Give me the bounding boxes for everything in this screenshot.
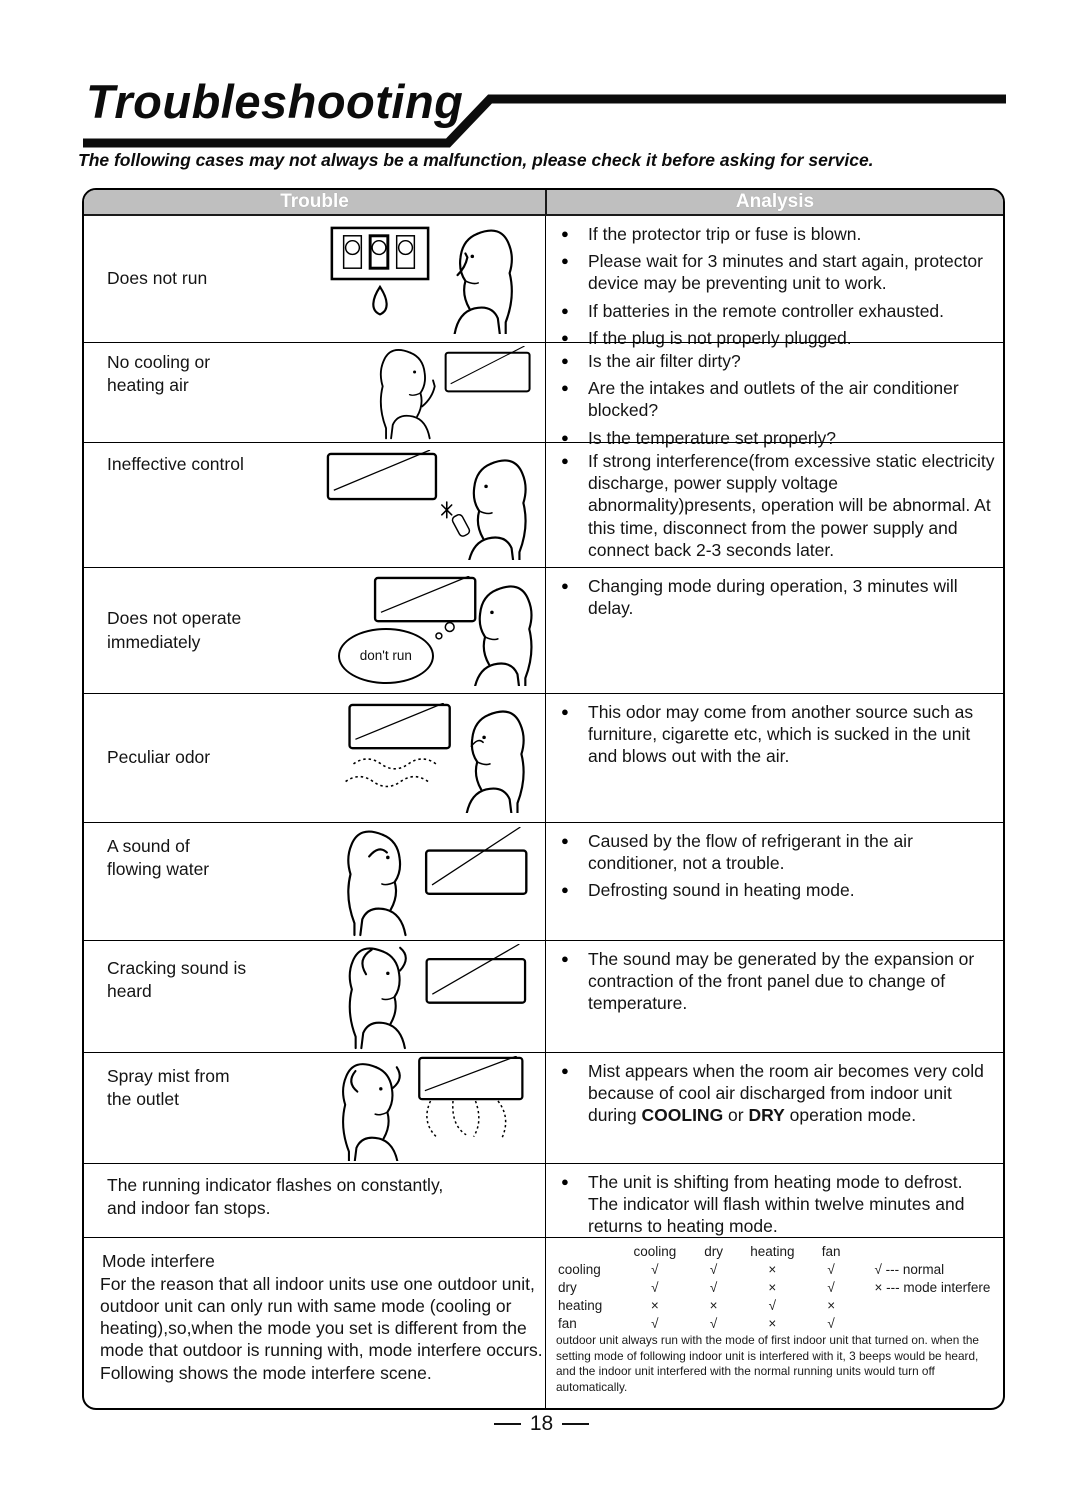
woman-pointing-at-indoor-unit-illustration <box>355 346 535 440</box>
mode-row-header: dry <box>558 1279 577 1295</box>
trouble-cell <box>84 216 545 342</box>
trouble-label <box>84 443 244 476</box>
table-body <box>84 216 1003 1408</box>
mode-matrix-mark: √ <box>651 1279 659 1295</box>
mode-interfere-matrix <box>552 1242 999 1332</box>
bullet-text-segment: If the protector trip or fuse is blown. <box>588 224 862 244</box>
bullet-marker-icon: ● <box>561 578 569 593</box>
mode-matrix-mark: × <box>827 1297 836 1313</box>
page-title: Troubleshooting <box>86 75 464 128</box>
trouble-label-line: flowing water <box>107 859 210 880</box>
trouble-label-line: Peculiar odor <box>107 747 211 768</box>
page-subtitle: The following cases may not always be a malfunction, please check it before asking for service. <box>78 150 874 170</box>
table-row <box>84 567 1003 693</box>
mode-matrix-mark: √ <box>827 1279 835 1295</box>
bullet-text <box>588 1060 995 1127</box>
mode-matrix-mark: √ <box>827 1315 835 1331</box>
analysis-cell <box>545 1238 1003 1408</box>
bullet-marker-icon: ● <box>561 329 569 345</box>
mode-matrix-mark: × <box>709 1297 718 1313</box>
trouble-label-line: and indoor fan stops. <box>107 1198 271 1219</box>
bullet-text-segment: If strong interference(from excessive static electricity discharge, power supply voltage abnormality)presents, operation will be abnormal. At this time, disconnect from the power supply and connect back 2-3 seconds later. <box>588 451 995 560</box>
trouble-cell <box>84 1238 545 1408</box>
table-row <box>84 342 1003 448</box>
mode-row-header: heating <box>558 1297 603 1313</box>
table-header-row <box>84 190 1003 216</box>
indoor-unit-mist-woman-illustration <box>333 1056 535 1161</box>
mode-legend-item <box>861 1296 999 1314</box>
bullet-marker-icon: ● <box>561 353 569 368</box>
bullet-marker-icon: ● <box>561 882 569 898</box>
trouble-paragraph: For the reason that all indoor units use one outdoor unit, outdoor unit can only run with same mode (cooling or heating),so,when the mode you set is different from the mode that outdoor is running with, mode interfere occurs. Following shows the mode interfere scene. <box>100 1273 543 1383</box>
trouble-cell <box>84 941 545 1052</box>
bullet-marker-icon: ● <box>561 380 569 396</box>
bullet-text-segment: Please wait for 3 minutes and start again, protector device may be preventing unit to work. <box>588 251 983 294</box>
trouble-cell <box>84 343 545 442</box>
troubleshooting-table <box>82 188 1005 1410</box>
trouble-label <box>84 823 209 881</box>
mode-column-header: heating <box>750 1243 795 1259</box>
bullet-text <box>588 948 995 1015</box>
bullet-text <box>588 879 995 901</box>
bullet-text-segment: If the plug is not properly plugged. <box>588 327 852 348</box>
analysis-cell <box>545 1164 1003 1237</box>
trouble-label-line: Ineffective control <box>107 454 244 474</box>
bullet-text-segment: Mist appears when the room air becomes very cold because of cool air discharged from indoor unit during <box>588 1061 984 1126</box>
bullet-text-segment: Defrosting sound in heating mode. <box>588 880 855 901</box>
table-row <box>84 442 1003 567</box>
trouble-cell <box>84 1164 545 1237</box>
mode-matrix-mark: √ <box>709 1315 718 1331</box>
analysis-bullet <box>556 1171 995 1238</box>
page-number-value: 18 <box>529 1412 554 1435</box>
mode-column-header: fan <box>821 1243 841 1259</box>
breaker-panel-thinking-woman-illustration <box>324 224 535 334</box>
bullet-marker-icon: ● <box>561 253 569 269</box>
trouble-label <box>84 941 246 1003</box>
trouble-label-line: immediately <box>107 631 201 652</box>
analysis-bullet <box>556 1060 995 1127</box>
woman-hearing-crack-indoor-unit-illustration <box>332 944 535 1050</box>
bullet-text-segment: or <box>723 1105 749 1126</box>
column-header-trouble: Trouble <box>280 191 349 212</box>
analysis-bullet <box>556 575 995 619</box>
mode-matrix-mark: √ <box>651 1261 659 1277</box>
mode-matrix-mark: × <box>768 1261 777 1277</box>
trouble-label-line: A sound of <box>107 836 190 856</box>
table-row <box>84 1163 1003 1237</box>
analysis-bullet <box>556 377 995 421</box>
bullet-text-segment: Is the air filter dirty? <box>588 351 741 371</box>
mode-matrix-mark: × <box>768 1279 777 1295</box>
trouble-label-line: the outlet <box>107 1089 179 1110</box>
mode-column-header: dry <box>704 1243 723 1259</box>
trouble-label-line: Cracking sound is <box>107 958 247 978</box>
mode-matrix-mark: × <box>768 1315 777 1331</box>
trouble-cell <box>84 443 545 567</box>
page-number <box>0 1412 1083 1436</box>
indoor-unit-odor-woman-illustration <box>324 703 535 813</box>
bullet-text <box>588 450 995 561</box>
trouble-label-line: Spray mist from <box>107 1066 230 1086</box>
bullet-text <box>588 350 995 372</box>
bullet-text-segment: COOLING <box>641 1105 724 1126</box>
trouble-label-line: The running indicator flashes on constantly, <box>107 1175 444 1195</box>
mode-interfere-note: outdoor unit always run with the mode of first indoor unit that turned on. when the setting mode of following indoor unit is interfered with it, 3 beeps would be heard, and the indoor unit interfered with the normal running units would turn off automatically. <box>556 1333 979 1394</box>
trouble-label-line: Does not operate <box>107 608 242 629</box>
trouble-label <box>84 1053 230 1111</box>
mode-matrix-mark: √ <box>651 1315 659 1331</box>
mode-column-header: cooling <box>633 1243 677 1259</box>
bullet-marker-icon: ● <box>561 951 569 966</box>
trouble-label-line: Does not run <box>107 268 208 289</box>
bullet-text <box>588 223 995 245</box>
trouble-cell <box>84 823 545 940</box>
analysis-cell <box>545 568 1003 693</box>
trouble-label <box>84 343 210 397</box>
analysis-bullet <box>556 830 995 874</box>
mode-legend-item: √ --- normal <box>874 1261 945 1277</box>
bullet-marker-icon: ● <box>561 1174 569 1189</box>
bullet-text <box>588 701 995 768</box>
analysis-bullet <box>556 250 995 294</box>
bullet-text <box>588 830 995 874</box>
table-row <box>84 1052 1003 1163</box>
trouble-cell <box>84 1053 545 1163</box>
trouble-label-line: heard <box>107 981 152 1002</box>
analysis-cell <box>545 443 1003 567</box>
woman-listening-indoor-unit-illustration <box>324 827 535 937</box>
analysis-bullet <box>556 948 995 1015</box>
bullet-text-segment: Are the intakes and outlets of the air conditioner blocked? <box>588 378 959 421</box>
analysis-cell <box>545 823 1003 940</box>
analysis-bullet <box>556 300 995 322</box>
analysis-cell <box>545 941 1003 1052</box>
bullet-marker-icon: ● <box>561 453 569 468</box>
analysis-bullet <box>556 223 995 245</box>
column-header-analysis: Analysis <box>545 190 1003 214</box>
indoor-unit-woman-remote-static-illustration <box>324 450 535 560</box>
analysis-cell <box>545 216 1003 348</box>
analysis-cell <box>545 694 1003 822</box>
bullet-text <box>588 575 995 619</box>
analysis-bullet <box>556 701 995 768</box>
bullet-text-segment: Changing mode during operation, 3 minutes will delay. <box>588 576 958 619</box>
bullet-marker-icon: ● <box>561 1063 569 1078</box>
mode-matrix-mark: √ <box>709 1279 718 1295</box>
indoor-unit-woman-thought-bubble-illustration <box>324 576 535 686</box>
trouble-cell <box>84 568 545 693</box>
table-row <box>84 940 1003 1052</box>
bullet-text-segment: operation mode. <box>784 1105 917 1126</box>
thought-bubble-label: don't run <box>338 628 434 684</box>
trouble-label <box>84 1164 443 1220</box>
analysis-cell <box>545 1053 1003 1163</box>
bullet-text-segment: If batteries in the remote controller exhausted. <box>588 300 945 321</box>
bullet-marker-icon: ● <box>561 302 569 318</box>
table-row <box>84 822 1003 940</box>
bullet-text-segment: Caused by the flow of refrigerant in the air conditioner, not a trouble. <box>588 831 913 874</box>
analysis-bullet <box>556 350 995 372</box>
mode-legend-item: × --- mode interfere <box>874 1279 991 1295</box>
table-row <box>84 216 1003 348</box>
bullet-text <box>588 1171 995 1238</box>
mode-row-header: fan <box>558 1315 577 1331</box>
trouble-label <box>84 267 207 290</box>
bullet-text-segment: Is the temperature set properly? <box>588 427 837 448</box>
trouble-label-line: No cooling or <box>107 352 211 372</box>
analysis-bullet <box>556 450 995 561</box>
page-number-dash-left <box>494 1423 521 1425</box>
bullet-text <box>588 377 995 421</box>
bullet-text-segment: The unit is shifting from heating mode to defrost. The indicator will flash within twelve minutes and returns to heating mode. <box>588 1172 965 1237</box>
bullet-marker-icon: ● <box>561 226 569 241</box>
bullet-marker-icon: ● <box>561 704 569 719</box>
mode-matrix-mark: √ <box>709 1261 718 1277</box>
bullet-marker-icon: ● <box>561 429 569 445</box>
mode-matrix-mark: √ <box>768 1297 777 1313</box>
bullet-text-segment: The sound may be generated by the expansion or contraction of the front panel due to change of temperature. <box>588 949 975 1014</box>
analysis-bullet <box>556 879 995 901</box>
mode-legend-item <box>861 1314 999 1332</box>
mode-matrix-mark: √ <box>827 1261 835 1277</box>
title-underline-rule <box>80 88 1010 150</box>
mode-matrix-mark: × <box>650 1297 659 1313</box>
bullet-text-segment: This odor may come from another source such as furniture, cigarette etc, which is sucked in the unit and blows out with the air. <box>588 702 974 767</box>
analysis-cell <box>545 343 1003 448</box>
trouble-label <box>84 746 210 769</box>
trouble-heading: Mode interfere <box>102 1251 215 1271</box>
bullet-marker-icon: ● <box>561 833 569 848</box>
trouble-label <box>84 607 241 653</box>
bullet-text <box>588 250 995 294</box>
trouble-label-line: heating air <box>107 375 189 396</box>
page-number-dash-right <box>562 1423 589 1425</box>
table-row <box>84 693 1003 822</box>
bullet-text <box>588 300 995 322</box>
bullet-text-segment: DRY <box>748 1105 785 1126</box>
trouble-cell <box>84 694 545 822</box>
mode-row-header: cooling <box>558 1261 601 1277</box>
table-row <box>84 1237 1003 1408</box>
